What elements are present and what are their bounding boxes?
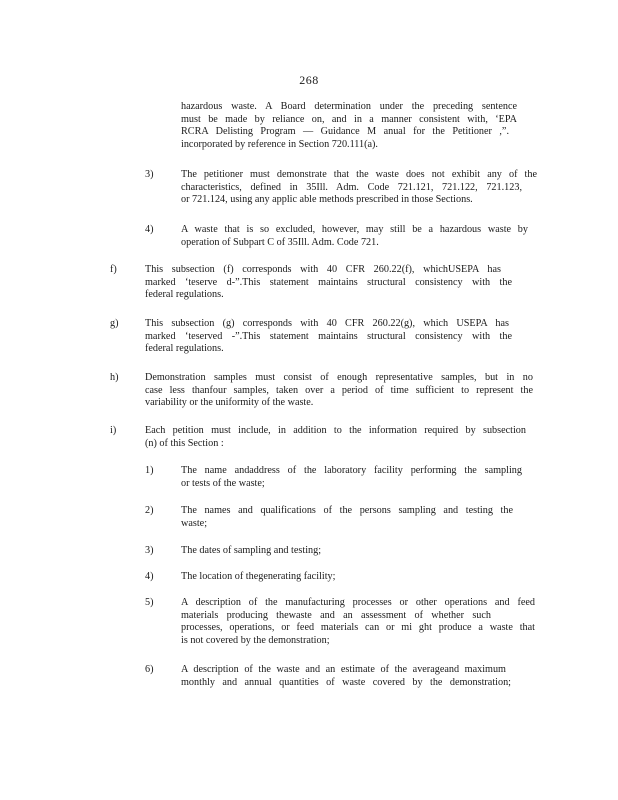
page-number: 268 xyxy=(299,73,319,87)
text-line: variability or the uniformity of the waste. xyxy=(145,397,314,409)
text-line: hazardous waste. A Board determination under the preceding sentence xyxy=(181,101,517,112)
item-label: 3) xyxy=(145,545,154,556)
text-line: marked ‘teserve d-”.This statement maintains structural consistency with the xyxy=(145,276,512,288)
item-text xyxy=(145,425,526,450)
text-line: Each petition must include, in addition to the information required by subsection xyxy=(145,425,526,436)
text-line: The location of thegenerating facility; xyxy=(181,571,336,582)
text-line: case less thanfour samples, taken over a period of time sufficient to represent the xyxy=(145,384,533,396)
text-line: Demonstration samples must consist of enough representative samples, but in no xyxy=(145,372,533,383)
text-line: RCRA Delisting Program — Guidance M anual for the Petitioner ,”. xyxy=(181,126,509,138)
text-line: processes, operations, or feed materials can or mi ght produce a waste that xyxy=(181,622,535,634)
text-line: A waste that is so excluded, however, may still be a hazardous waste by xyxy=(181,224,528,235)
text-line: or tests of the waste; xyxy=(181,477,265,489)
item-label: i) xyxy=(110,425,117,436)
text-line: federal regulations. xyxy=(145,289,224,301)
text-line: characteristics, defined in 35Ill. Adm. Code 721.121, 721.122, 721.123, xyxy=(181,181,522,193)
text-line: is not covered by the demonstration; xyxy=(181,634,330,646)
text-line: A description of the waste and an estimate of the averageand maximum xyxy=(181,664,506,675)
text-line: This subsection (f) corresponds with 40 CFR 260.22(f), whichUSEPA has xyxy=(145,264,501,275)
item-label: f) xyxy=(110,264,117,275)
item-label: 4) xyxy=(145,571,154,582)
item-text xyxy=(145,264,512,302)
text-line: federal regulations. xyxy=(145,343,224,355)
item-label: 3) xyxy=(145,169,154,180)
item-label: 5) xyxy=(145,597,154,608)
text-line: The name andaddress of the laboratory facility performing the sampling xyxy=(181,465,522,476)
text-line: marked ‘teserved -”.This statement maintains structural consistency with the xyxy=(145,330,512,342)
item-text xyxy=(181,597,535,647)
text-line: A description of the manufacturing processes or other operations and feed xyxy=(181,597,535,608)
text-line: or 721.124, using any applic able methods prescribed in those Sections. xyxy=(181,194,473,206)
text-line: The dates of sampling and testing; xyxy=(181,545,322,556)
text-line: The names and qualifications of the persons sampling and testing the xyxy=(181,505,513,516)
item-label: g) xyxy=(110,318,119,329)
item-label: h) xyxy=(110,372,119,383)
item-text xyxy=(145,372,533,410)
item-label: 2) xyxy=(145,505,154,516)
text-line: The petitioner must demonstrate that the waste does not exhibit any of the xyxy=(181,169,537,180)
text-line: monthly and annual quantities of waste covered by the demonstration; xyxy=(181,676,511,688)
text-line: incorporated by reference in Section 720.111(a). xyxy=(181,138,378,150)
item-label: 6) xyxy=(145,664,154,675)
item-text xyxy=(181,465,522,490)
item-text xyxy=(145,318,512,356)
item-text xyxy=(181,571,371,584)
text-line: This subsection (g) corresponds with 40 CFR 260.22(g), which USEPA has xyxy=(145,318,509,329)
item-text xyxy=(181,224,528,249)
text-line: waste; xyxy=(181,517,208,529)
item-text xyxy=(181,505,513,530)
text-line: must be made by reliance on, and in a manner consistent with, ‘EPA xyxy=(181,113,517,125)
item-label: 1) xyxy=(145,465,154,476)
item-label: 4) xyxy=(145,224,154,235)
intro-paragraph xyxy=(181,101,517,151)
item-text xyxy=(181,169,537,207)
item-text xyxy=(181,545,351,558)
item-text xyxy=(181,664,511,689)
text-line: materials producing thewaste and an assessment of whether such xyxy=(181,609,491,621)
text-line: (n) of this Section : xyxy=(145,437,224,449)
text-line: operation of Subpart C of 35Ill. Adm. Code 721. xyxy=(181,236,379,248)
